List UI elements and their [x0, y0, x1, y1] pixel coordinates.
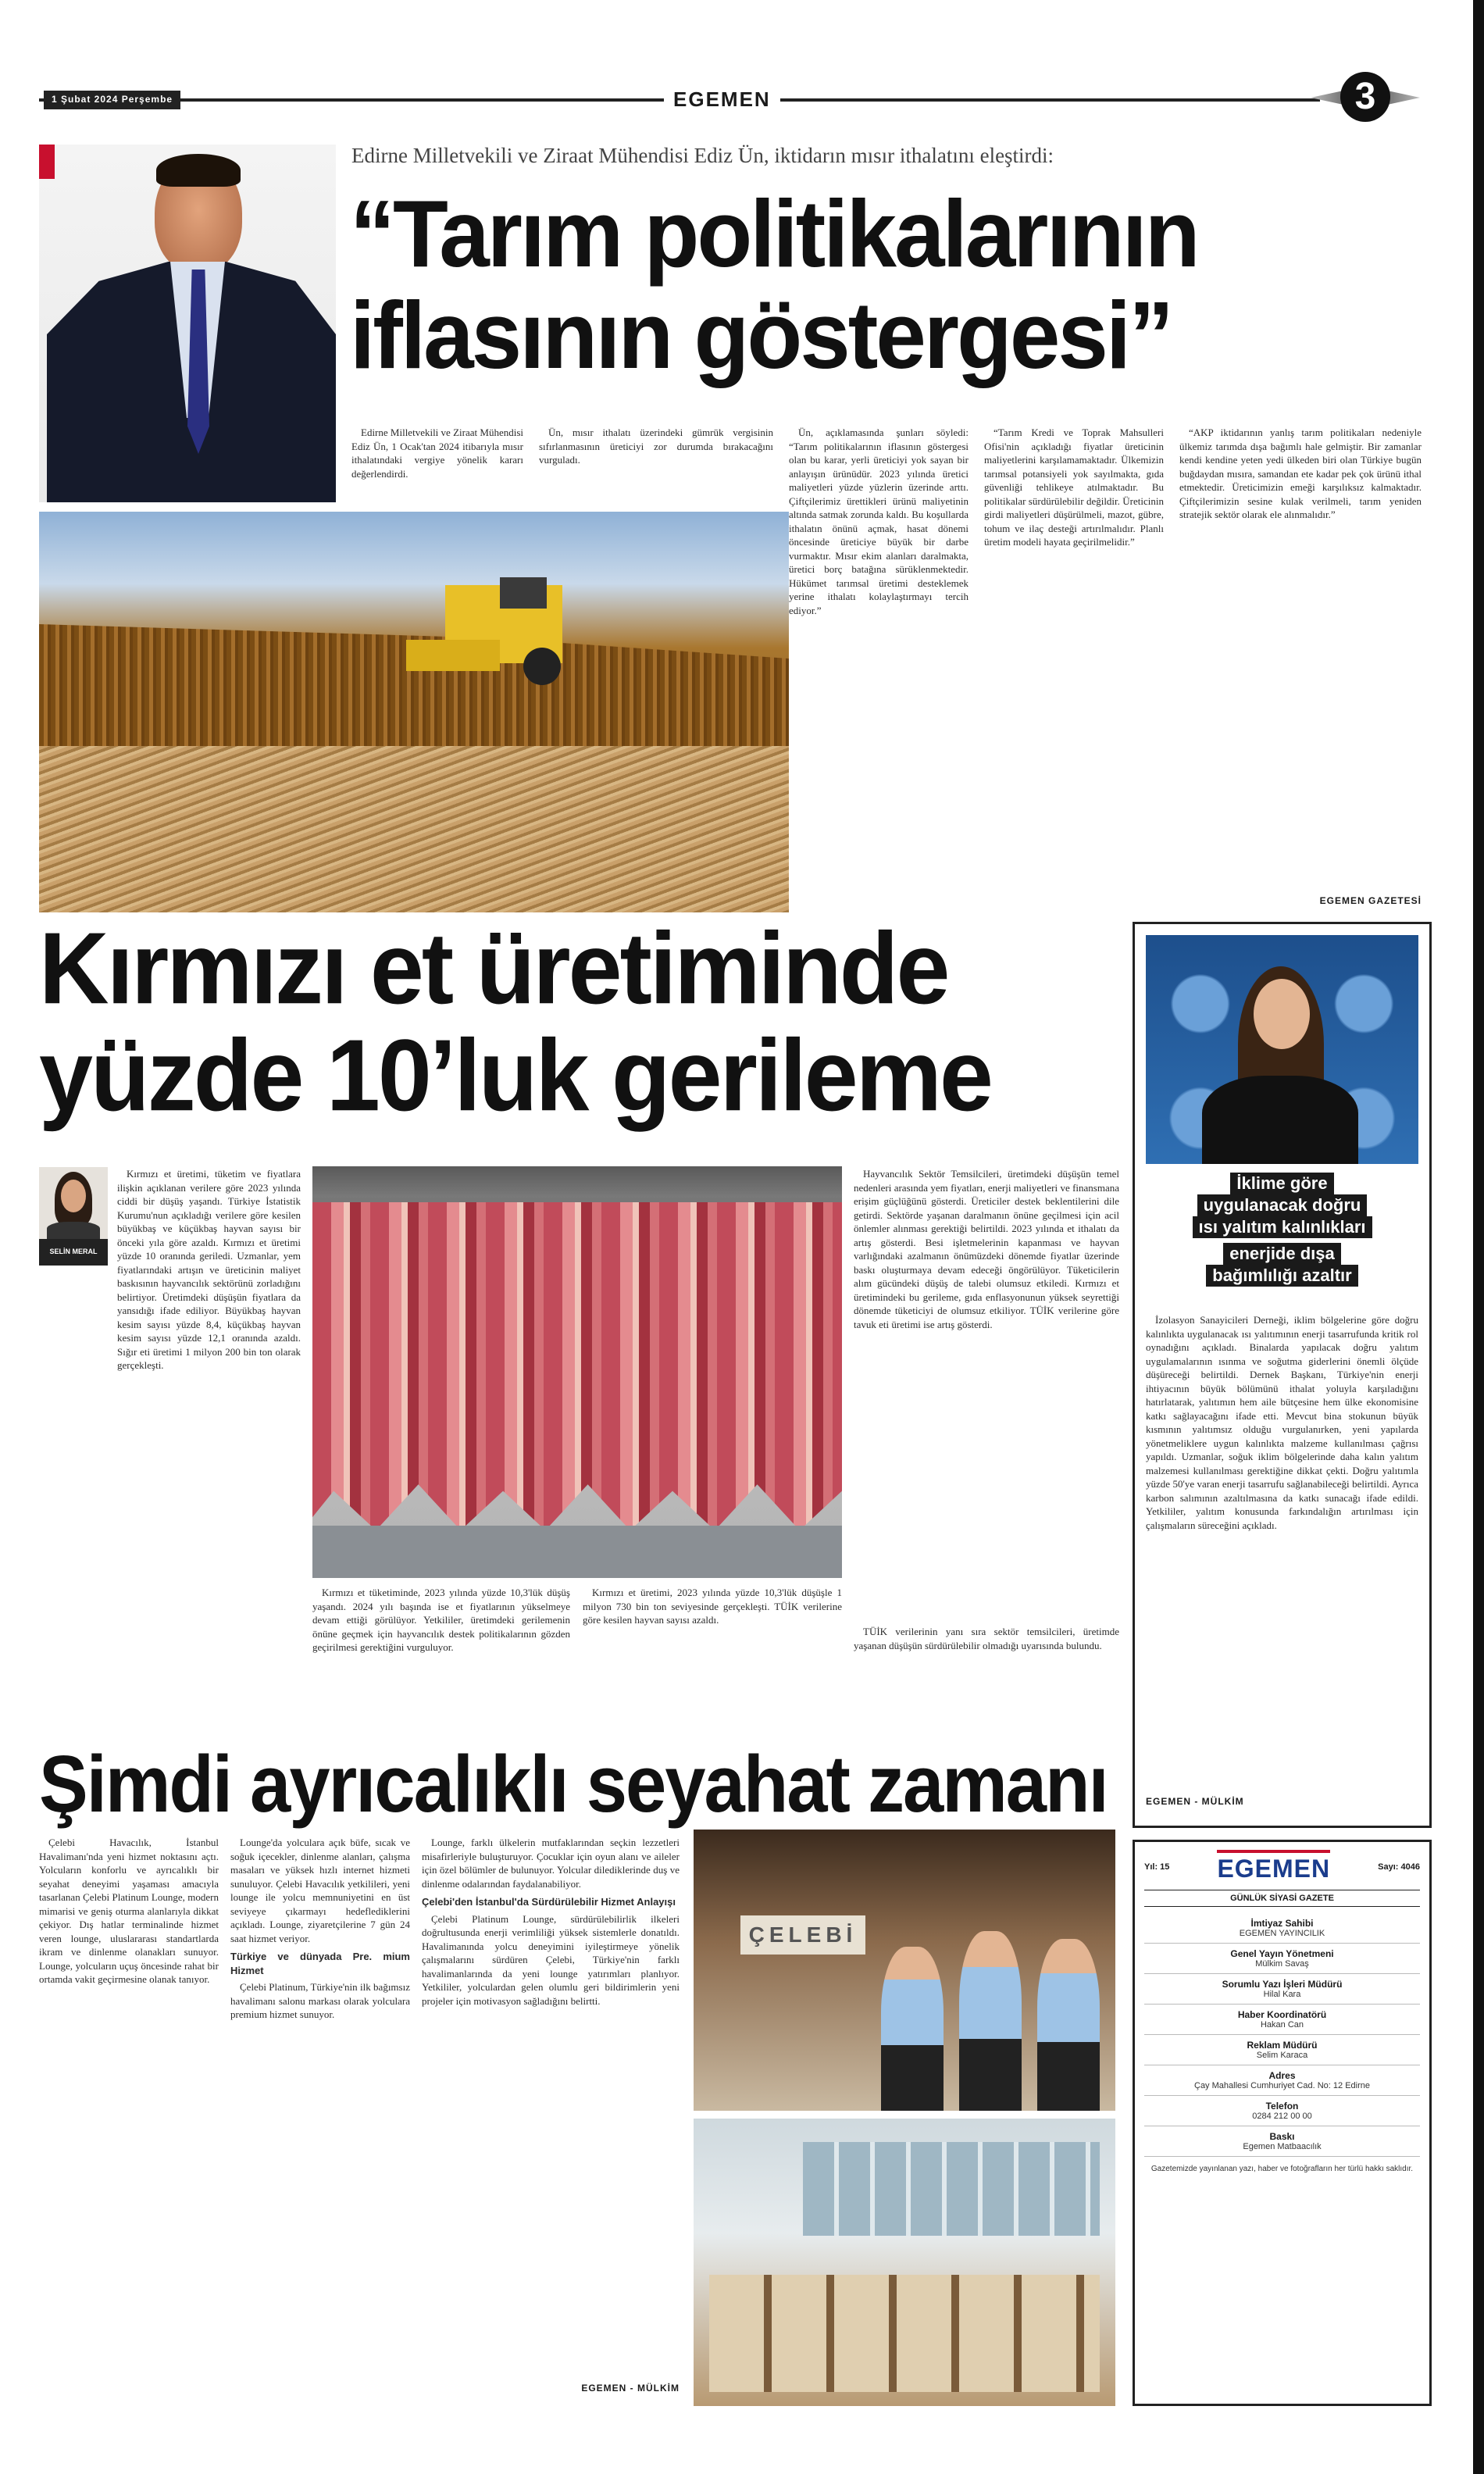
page-edge-bar: [1473, 0, 1484, 2474]
article1-kicker: Edirne Milletvekili ve Ziraat Mühendisi Ediz Ün, iktidarın mısır ithalatını eleştirdi:: [351, 144, 1054, 167]
masthead-rows: [1144, 1913, 1420, 2157]
carcasses: [312, 1202, 842, 1530]
article1-col3: [789, 426, 969, 910]
masthead-row: [1144, 2005, 1420, 2035]
masthead-row: [1144, 1913, 1420, 1944]
article2-col2: [312, 1586, 570, 1672]
masthead-row-value: Selim Karaca: [1256, 2051, 1308, 2060]
masthead-row: [1144, 2096, 1420, 2126]
article2-col1-text: Kırmızı et üretimi, tüketim ve fiyatlara ilişkin açıklanan verilere göre 2023 yılında ciddi bir düşüş yaşandı. Türkiye İstatistik Kurumu'nun açıkladığı verilere göre kesilen büyükbaş ve küçükbaş hayvan sayısı bir önceki yıla göre azaldı. Kırmızı et üretimi yüzde 10 oranında geriledi. Uzmanlar, yem fiyatlarındaki artışın ve üreticinin maliyet baskısının hayvancılık sektörünü zorladığını belirtiyor. Üretimdeki düşüşün fiyatlara da yansıdığı ifade ediliyor. Büyükbaş hayvan kesim sayısı yüzde 8,4, küçükbaş hayvan kesim sayısı yüzde 12,1 oranında azaldı. Sığır eti üretimi 1 milyon 200 bin ton olarak gerçekleşti.: [117, 1168, 301, 1371]
article1-col4-text: “Tarım Kredi ve Toprak Mahsulleri Ofisi'nin açıkladığı fiyatlar üreticinin maliyetlerini karşılamamaktadır. Ülkemizin tarımsal potansiyeli yok sayılmakta, gıda güvenliği tehlikeye atılmaktadır. Bu politikalar sürdürülebilir değildir. Üreticinin girdi maliyetleri düşürülmeli, mazot, gübre, tohum ve ilaç desteği artırılmalıdır. Planlı üretim modeli hayata geçirilmelidir.”: [984, 427, 1164, 548]
article2-col1-top: [117, 1167, 301, 1667]
article2-col5: [854, 1625, 1119, 1672]
sidebar-body-text: İzolasyon Sanayicileri Derneği, iklim bölgelerine göre doğru kalınlıkta uygulanacak ısı yalıtımının enerji tasarrufunda kritik rol oynadığını açıkladı. Binalarda yapılacak doğru yalıtım uygulamalarının ısınma ve soğutma giderlerini önemli ölçüde düşüreceği belirtildi. Dernek Başkanı, Türkiye'nin enerji ihtiyacının büyük bölümünü ithalat yoluyla karşıladığını hatırlatarak, yalıtımın hem aile bütçesine hem ülke ekonomisine katkı sağlayacağını ifade etti. Mevcut bina stokunun büyük kısmının yalıtımsız olduğu vurgulanırken, yeni yapılarda yönetmeliklere uygun kalınlıkta malzeme kullanılması çağrısı yapıldı. Uzmanlar, soğuk iklim bölgelerinde daha kalın yalıtım malzemesi kullanılması gerektiğine dikkat çekti. Doğru yalıtımla yüzde 50'ye varan enerji tasarrufu sağlanabileceği belirtildi. Ayrıca karbon salımının azaltılmasına da katkı sunacağı ifade edildi. Yetkililer, yalıtım konusunda farkındalığın artırılması için çalışmaların süreceğini açıkladı.: [1146, 1314, 1418, 1531]
combine-harvester: [406, 577, 570, 687]
woman-face: [1254, 979, 1310, 1049]
article1-headline-line2: iflasının göstergesi”: [350, 281, 1172, 389]
article2-col4-text: Hayvancılık Sektör Temsilcileri, üretimdeki düşüşün temel nedenleri arasında yem fiyatları, enerji maliyetleri ve finansmana erişim güçlüğünü gösterdi. Üreticiler destek beklentilerini dile getirdi. Sektörde yaşanan daralmanın önüne geçilmesi için acil önlemler alınması gerektiği belirtildi. 2023 yılında et ithalatı da artış gösterdi. Besi işletmelerinin kapanması ve hayvan varlığındaki azalmanın önümüzdeki dönemde fiyatlar üzerinde baskı oluşturmaya devam edeceği öngörülüyor. Tüketicilerin alım gücündeki düşüş de talebi olumsuz etkiledi. Kırmızı et üretimindeki bu gerileme, gıda enflasyonunun yüksek seyrettiği dönemde tüketiciyi de olumsuz etkiliyor. TÜİK verilerine göre tavuk eti üretimi ise artış gösterdi.: [854, 1168, 1119, 1330]
masthead-row: [1144, 2035, 1420, 2065]
masthead-row-label: Reklam Müdürü: [1247, 2040, 1318, 2051]
politician-photo: [39, 145, 336, 502]
masthead-row-value: 0284 212 00 00: [1252, 2112, 1312, 2121]
article2-headline-line2: yüzde 10’luk gerileme: [39, 1019, 991, 1133]
combine-wheel: [523, 648, 561, 685]
article1-col3-text: Ün, açıklamasında şunları söyledi: “Tarım politikalarının iflasının göstergesi olan bu karar, yerli üreticiyi yok sayan bir anlayışın ürünüdür. 2023 yılında üretici maliyetleri yüzde yüzlerin üzerinde arttı. Çiftçilerimiz ürettikleri ürünü maliyetinin altında satmak zorunda kaldı. Bu koşullarda ithalatın önünü açmak, hasat dönemi öncesinde üreticiye büyük bir darbe vurmaktır. Mısır ekim alanları daralmakta, üretici borç batağına sürüklenmektedir. Hükümet tarımsal üretimi desteklemek yerine ithalatı kolaylaştırmayı tercih ediyor.”: [789, 427, 969, 616]
sidebar-title-line4: enerjide dışa: [1223, 1243, 1341, 1265]
author-name: SELİN MERAL: [39, 1239, 108, 1266]
article1-col5-text: “AKP iktidarının yanlış tarım politikaları nedeniyle ülkemiz tarımda dışa bağımlı hale gelmiştir. Bir zamanlar kendi kendine yeten yedi ülkeden biri olan Türkiye bugün buğdaydan mısıra, samandan ete kadar pek çok ürünü ithal etmektedir. Üreticimizin emeği karşılıksız kalmaktadır. Çiftçilerimizin sesine kulak verilmeli, tarım yeniden stratejik sektör olarak ele alınmalıdır.”: [1179, 427, 1422, 520]
article2-headline-line1: Kırmızı et üretiminde: [39, 912, 948, 1026]
floor: [312, 1526, 842, 1578]
article3-col2: [230, 1836, 410, 2398]
lounge-wall-sign: ÇELEBİ: [740, 1915, 865, 1955]
masthead-row-value: Egemen Matbaacılık: [1243, 2142, 1322, 2151]
article1-col1: [351, 426, 523, 510]
staff-3: [1037, 1939, 1100, 2111]
masthead-row-label: Baskı: [1269, 2131, 1295, 2142]
article3-col2b-text: Çelebi Platinum, Türkiye'nin ilk bağımsız havalimanı salonu markası olarak yolculara premium hizmet sunuyor.: [230, 1981, 410, 2020]
masthead-row-value: Hakan Can: [1260, 2020, 1304, 2030]
article2-col2-text: Kırmızı et tüketiminde, 2023 yılında yüzde 10,3'lük düşüş yaşandı. 2024 yılı başında ise et fiyatlarının yükselmeye devam ettiği görülüyor. Yetkililer, üretimdeki gerilemenin önüne geçmek için hayvancılık destek politikalarının gözden geçirilmesi gerektiğini vurguluyor.: [312, 1587, 570, 1653]
masthead-logo: EGEMEN: [1217, 1850, 1330, 1883]
masthead-footer: Gazetemizde yayınlanan yazı, haber ve fotoğrafların her türlü hakkı saklıdır.: [1150, 2165, 1414, 2173]
staff-1: [881, 1947, 944, 2111]
sidebar-title-line5: bağımlılığı azaltır: [1206, 1265, 1357, 1287]
lounge-interior-photo: [694, 2119, 1115, 2406]
combine-header: [406, 640, 500, 671]
article2-col3: [583, 1586, 842, 1672]
author-photo: [39, 1167, 108, 1266]
article1-col2-text: Ün, mısır ithalatı üzerindeki gümrük vergisinin sıfırlanmasının üreticiyi zor durumda bırakacağını vurguladı.: [539, 427, 773, 466]
masthead-row-label: Genel Yayın Yönetmeni: [1230, 1948, 1334, 1959]
page-number-badge: [1311, 70, 1420, 123]
masthead-row: [1144, 1944, 1420, 1974]
red-corner: [39, 145, 55, 179]
masthead-row-value: Mülkim Savaş: [1255, 1959, 1309, 1969]
masthead-row-label: Sorumlu Yazı İşleri Müdürü: [1222, 1979, 1343, 1990]
masthead-row-value: EGEMEN YAYINCILIK: [1239, 1929, 1325, 1938]
author-body: [47, 1222, 100, 1239]
sidebar-title-line1: İklime göre: [1230, 1173, 1333, 1194]
masthead-year: Yıl: 15: [1144, 1862, 1170, 1872]
sidebar-title: [1146, 1173, 1418, 1287]
article3-byline: EGEMEN - MÜLKİM: [581, 2383, 680, 2394]
staff-2: [959, 1931, 1022, 2111]
masthead-issue: Sayı: 4046: [1378, 1862, 1420, 1872]
masthead-row-label: Adres: [1268, 2070, 1296, 2081]
stubble-field: [39, 746, 789, 912]
article3-col1: [39, 1836, 219, 2398]
article1-headline-line1: “Tarım politikalarının: [350, 180, 1198, 287]
harvest-photo: [39, 512, 789, 912]
masthead-row-value: Hilal Kara: [1263, 1990, 1301, 1999]
photo-hair: [156, 154, 241, 187]
masthead-row-value: Çay Mahallesi Cumhuriyet Cad. No: 12 Edirne: [1194, 2081, 1370, 2090]
sidebar-title-line2: uygulanacak doğru: [1197, 1194, 1368, 1216]
article3-sub2: Çelebi'den İstanbul'da Sürdürülebilir Hizmet Anlayışı: [422, 1896, 676, 1908]
article1-byline: EGEMEN GAZETESİ: [1319, 895, 1422, 906]
sidebar-insulation-box: [1133, 922, 1432, 1828]
article1-col4: [984, 426, 1164, 910]
article3-sub1: Türkiye ve dünyada Pre. mium Hizmet: [230, 1951, 410, 1976]
combine-cab: [500, 577, 547, 609]
article1-col1-text: Edirne Milletvekili ve Ziraat Mühendisi Ediz Ün, 1 Ocak'tan 2024 itibarıyla mısır ithalatındaki vergiye yönelik kararı değerlendirdi.: [351, 427, 523, 480]
sidebar-photo: [1146, 935, 1418, 1164]
masthead-row: [1144, 2065, 1420, 2096]
article3-col3-text: Lounge, farklı ülkelerin mutfaklarından seçkin lezzetleri misafirleriyle buluşturuyor. Çocuklar için oyun alanı ve aileler için özel bölümler de bulunuyor. Yolcular dilediklerinde duş ve dinlenme odalarından faydalanabiliyor.: [422, 1837, 680, 1890]
lounge-staff-photo: [694, 1830, 1115, 2111]
lounge-windows: [803, 2142, 1100, 2236]
page-number: 3: [1340, 72, 1390, 122]
masthead-box: [1133, 1840, 1432, 2406]
article2-col4: [854, 1167, 1119, 1620]
masthead-row-label: Telefon: [1265, 2101, 1299, 2112]
lounge-chairs: [709, 2275, 1100, 2392]
masthead-row-label: Haber Koordinatörü: [1237, 2009, 1327, 2020]
article2-col5-text: TÜİK verilerinin yanı sıra sektör temsilcileri, üretimde yaşanan düşüşün sürdürülebilir olmadığı uyarısında bulundu.: [854, 1626, 1119, 1651]
article3-col1-text: Çelebi Havacılık, İstanbul Havalimanı'nda yeni hizmet noktasını açtı. Yolcuların konforlu ve ayrıcalıklı bir seyahat deneyimi yaşaması amacıyla tasarlanan Çelebi Platinum Lounge, modern mimarisi ve geniş oturma alanlarıyla dikkat çekiyor. Dış hatlar terminalinde hizmet veren lounge, uluslararası standartlarda ikram ve dinlenme olanakları sunuyor. Lounge, yolcuların uçuş öncesinde rahat bir ortamda vakit geçirmesine olanak tanıyor.: [39, 1837, 219, 1985]
sidebar-byline: EGEMEN - MÜLKİM: [1146, 1796, 1244, 1807]
article1-col2: [539, 426, 773, 510]
header-bar: [39, 76, 1414, 117]
article3-col2-text: Lounge'da yolculara açık büfe, sıcak ve soğuk içecekler, dinlenme alanları, çalışma masaları ve yüksek hızlı internet hizmeti sunuluyor. Çelebi Havacılık yetkilileri, yeni lounge ile yolcu memnuniyetini en üst seviyeye çıkarmayı hedeflediklerini açıkladı. Lounge, ziyaretçilerine 7 gün 24 saat hizmet veriyor.: [230, 1837, 410, 1944]
article3-headline: Şimdi ayrıcalıklı seyahat zamanı: [39, 1738, 1108, 1829]
header-masthead: EGEMEN: [664, 86, 780, 113]
sidebar-title-line3: ısı yalıtım kalınlıkları: [1193, 1216, 1372, 1238]
masthead-row-label: İmtiyaz Sahibi: [1250, 1918, 1314, 1929]
meat-photo: [312, 1166, 842, 1578]
article1-col5: [1179, 426, 1422, 887]
sidebar-body: [1146, 1313, 1418, 1790]
article3-col3: [422, 1836, 680, 2383]
woman-body: [1202, 1076, 1358, 1164]
author-face: [61, 1180, 86, 1212]
masthead-tagline: GÜNLÜK SİYASİ GAZETE: [1144, 1890, 1420, 1907]
masthead-top: [1144, 1850, 1420, 1883]
header-date: 1 Şubat 2024 Perşembe: [44, 91, 180, 109]
article2-col3-text: Kırmızı et üretimi, 2023 yılında yüzde 10,3'lük düşüşle 1 milyon 730 bin ton seviyesinde gerçekleşti. TÜİK verilerine göre kesilen hayvan sayısı azaldı.: [583, 1587, 842, 1626]
masthead-row: [1144, 1974, 1420, 2005]
masthead-row: [1144, 2126, 1420, 2157]
article3-col3b-text: Çelebi Platinum Lounge, sürdürülebilirlik ilkeleri doğrultusunda enerji verimliliği yüksek sistemlerle donatıldı. Havalimanında yolcu deneyimini iyileştirmeye yönelik çalışmalarını sürdüren Çelebi, Türkiye'nin farklı havalimanlarında da yeni lounge yatırımları planlıyor. Yetkililer, yolculardan gelen olumlu geri bildirimlerin yeni projeler için motivasyon sağladığını belirtti.: [422, 1912, 680, 2007]
